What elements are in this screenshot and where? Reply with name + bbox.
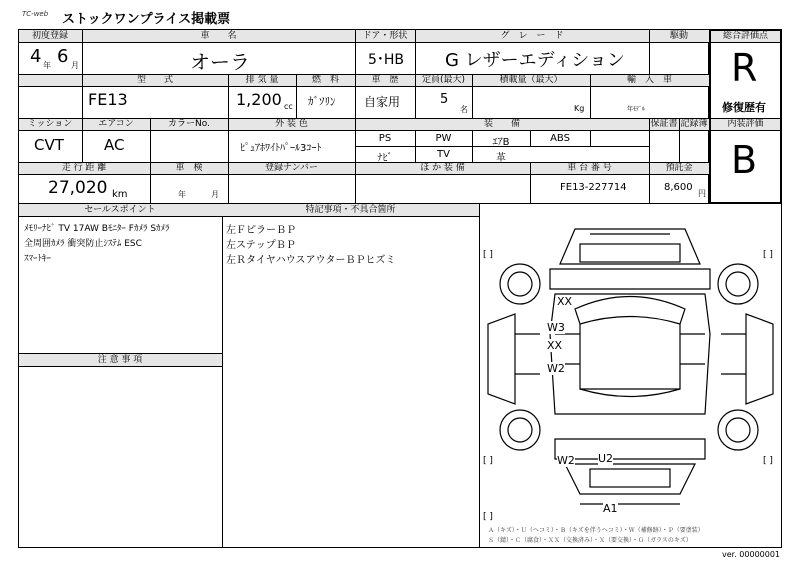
header-chassis: 車 台 番 号	[567, 163, 612, 173]
sales-line-1: ﾒﾓﾘｰﾅﾋﾞ TV 17AW Bﾓﾆﾀｰ Fｶﾒﾗ Sｶﾒﾗ	[24, 224, 170, 234]
equip-pw: PW	[435, 133, 452, 144]
aircon-value: AC	[104, 136, 125, 154]
mark-w3: W3	[547, 321, 565, 334]
header-displacement: 排 気 量	[245, 75, 279, 85]
header-history: 車 歴	[371, 75, 399, 85]
reg-month: 6	[57, 46, 69, 67]
capacity-unit: 名	[460, 105, 468, 114]
price-unit: 円	[698, 189, 706, 198]
inspection-month-unit: 月	[211, 190, 219, 199]
capacity-value: 5	[440, 92, 449, 107]
header-mileage: 走 行 距 離	[61, 163, 107, 173]
grade-value: G レザーエディション	[445, 50, 625, 71]
equip-airbag: ｴｱB	[492, 137, 510, 148]
bracket-bottom: [ ]	[483, 512, 493, 522]
logo: TC-web	[22, 10, 49, 18]
header-door-shape: ドア・形状	[362, 31, 408, 41]
note-line-2: 左ステップＢＰ	[226, 240, 296, 251]
header-notes: 特記事項・不具合箇所	[305, 205, 396, 215]
car-diagram	[480, 204, 781, 544]
header-exterior: 外 装 色	[275, 119, 308, 129]
bracket-bl: [ ]	[483, 456, 493, 466]
header-drive: 駆動	[669, 31, 688, 41]
mark-xx-2: XX	[547, 339, 563, 352]
year-model: 年ﾓﾃﾞﾙ	[627, 106, 646, 113]
mark-a1: A1	[603, 502, 618, 515]
price-value: 8,600	[664, 182, 693, 193]
equip-leather: 革	[496, 153, 506, 164]
header-interior: 内装評価	[727, 119, 764, 129]
sales-line-2: 全周囲ｶﾒﾗ 衝突防止ｼｽﾃﾑ ESC	[24, 239, 142, 249]
version: ver. 00000001	[722, 550, 781, 559]
reg-year-unit: 年	[43, 61, 51, 70]
header-equipment: 装 備	[483, 119, 520, 129]
chassis-value: FE13-227714	[560, 182, 627, 193]
mileage-unit: km	[112, 189, 128, 200]
repair-history: 修復歴有	[722, 101, 766, 114]
header-mission: ミッション	[27, 119, 73, 129]
header-overall: 総合評価点	[722, 31, 768, 41]
page-title: ストックワンプライス掲載票	[62, 12, 231, 27]
header-price: 預託金	[665, 163, 693, 173]
header-aircon: エアコン	[98, 119, 134, 129]
bracket-tr: [ ]	[763, 250, 773, 260]
header-capacity: 定員(最大)	[421, 75, 466, 85]
sales-line-3: ｽﾏｰﾄｷｰ	[24, 254, 52, 264]
mark-w2-2: W2	[557, 454, 575, 467]
header-color-no: カラーNo.	[168, 119, 210, 129]
mileage-value: 27,020	[48, 178, 108, 198]
inspection-year-unit: 年	[178, 190, 186, 199]
reg-year: 4	[30, 46, 42, 67]
header-grade: グ レ ー ド	[500, 31, 564, 41]
header-import: 輸 入 車	[626, 75, 672, 85]
overall-score: R	[731, 46, 758, 90]
mark-xx-1: XX	[557, 295, 573, 308]
header-caution: 注 意 事 項	[97, 355, 143, 365]
note-line-3: 左ＲタイヤハウスアウターＢＰヒズミ	[226, 255, 396, 266]
bracket-tl: [ ]	[483, 250, 493, 260]
header-sales-point: セールスポイント	[84, 205, 156, 215]
car-name-value: オーラ	[190, 50, 250, 74]
model-value: FE13	[88, 90, 128, 109]
legend-line-1: Ａ（キズ）・Ｕ（ヘコミ）・Ｂ（キズを伴うヘコミ）・Ｗ（補修跡）・Ｐ（要塗装）	[488, 527, 704, 534]
header-load: 積載量（最大）	[499, 75, 563, 85]
equip-navi: ﾅﾋﾞ	[377, 153, 393, 164]
door-shape-value: 5･HB	[368, 52, 405, 68]
header-car-name: 車 名	[200, 31, 237, 41]
header-model: 型 式	[136, 75, 173, 85]
header-warranty: 保証書	[650, 119, 678, 129]
reg-month-unit: 月	[71, 61, 79, 70]
load-unit: Kg	[574, 104, 585, 113]
bracket-br: [ ]	[763, 456, 773, 466]
equip-tv: TV	[437, 149, 450, 160]
legend-line-2: Ｓ（錆）・Ｃ（腐食）・ＸＸ（交換済み）・Ｘ（要交換）・Ｇ（ガラスのキズ）	[488, 537, 692, 544]
header-record: 記録簿	[680, 119, 708, 129]
mark-u2: U2	[598, 452, 614, 465]
history-value: 自家用	[364, 95, 401, 109]
displacement-unit: cc	[284, 102, 293, 111]
mark-w2-1: W2	[547, 362, 565, 375]
header-first-reg: 初度登録	[31, 31, 68, 41]
header-fuel: 燃 料	[311, 75, 339, 85]
note-line-1: 左ＦピラーＢＰ	[226, 225, 296, 236]
displacement-value: 1,200	[236, 90, 282, 109]
header-plate: 登録ナンバー	[265, 163, 318, 173]
header-inspection: 車 検	[175, 163, 203, 173]
interior-score: B	[731, 138, 758, 182]
equip-abs: ABS	[550, 133, 570, 144]
equip-ps: PS	[378, 133, 392, 144]
mission-value: CVT	[34, 136, 64, 154]
exterior-value: ﾋﾟｭｱﾎﾜｲﾄﾊﾟｰﾙ3ｺｰﾄ	[240, 143, 322, 154]
fuel-value: ｶﾞｿﾘﾝ	[308, 95, 336, 108]
header-other-equip: ほ か 装 備	[420, 163, 465, 173]
